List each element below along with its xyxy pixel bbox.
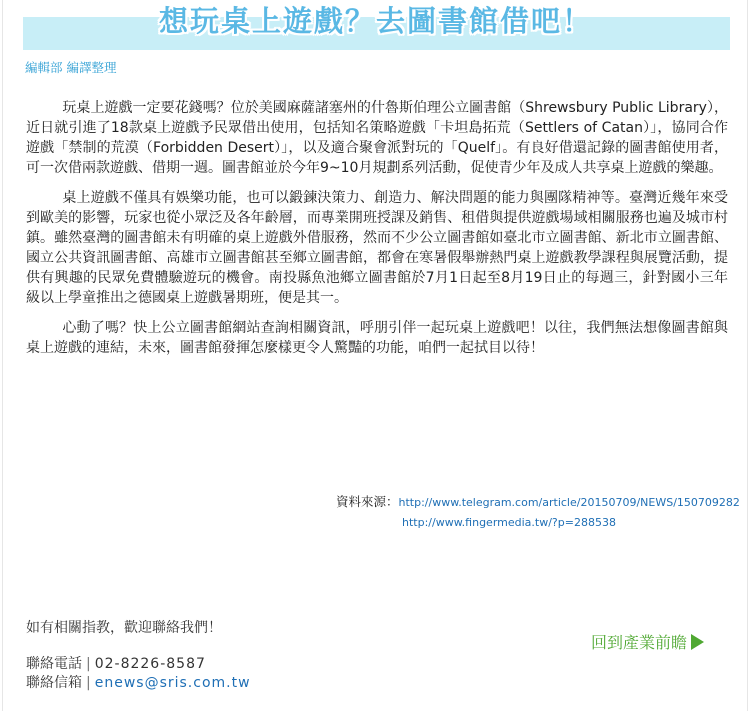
contact-email-row <box>26 674 251 693</box>
article-paragraph-1: 玩桌上遊戲一定要花錢嗎？位於美國麻薩諸塞州的什魯斯伯理公立圖書館（Shrewsbury Public Library），近日就引進了18款桌上遊戲予民眾借出使用，包括知名策略遊戲「卡坦島拓荒（Settlers of Catan）」，協同合作遊戲「禁制的荒漠（Forbidden Desert）」，以及適合聚會派對玩的「Quelf」。有良好借還記錄的圖書館使用者，可一次借兩款遊戲、借期一週。圖書館並於今年9~10月規劃系列活動，促使青少年及成人共享桌上遊戲的樂趣。 <box>26 100 728 176</box>
sources-label: 資料來源： <box>336 494 399 509</box>
source-link-telegram[interactable]: http://www.telegram.com/article/20150709/NEWS/150709282 <box>398 496 740 509</box>
phone-number: 02-8226-8587 <box>94 656 206 672</box>
page-title: 想玩桌上遊戲？去圖書館借吧！ <box>158 4 593 38</box>
phone-label: 聯絡電話 <box>26 656 82 672</box>
email-label: 聯絡信箱 <box>26 675 82 691</box>
separator: | <box>86 656 91 672</box>
separator: | <box>86 675 91 691</box>
email-link[interactable]: enews@sris.com.tw <box>94 675 251 691</box>
contact-phone-row <box>26 655 251 674</box>
source-link-fingermedia[interactable]: http://www.fingermedia.tw/?p=288538 <box>402 516 616 529</box>
article-paragraph-2: 桌上遊戲不僅具有娛樂功能，也可以鍛鍊決策力、創造力、解決問題的能力與團隊精神等。臺灣近幾年來受到歐美的影響，玩家也從小眾泛及各年齡層，而專業開班授課及銷售、租借與提供遊戲場域相關服務也遍及城市村鎮。雖然臺灣的圖書館未有明確的桌上遊戲外借服務，然而不少公立圖書館如臺北市立圖書館、新北市立圖書館、國立公共資訊圖書館、高雄市立圖書館甚至鄉立圖書館，都會在寒暑假舉辦熱門桌上遊戲教學課程與展覽活動，提供有興趣的民眾免費體驗遊玩的機會。南投縣魚池鄉立圖書館於7月1日起至8月19日止的每週三，針對國小三年級以上學童推出之德國桌上遊戲暑期班，便是其一。 <box>26 190 728 306</box>
contact-intro: 如有相關指教，歡迎聯絡我們！ <box>26 620 222 636</box>
article-paragraph-3: 心動了嗎？快上公立圖書館網站查詢相關資訊，呼朋引伴一起玩桌上遊戲吧！以往，我們無法想像圖書館與桌上遊戲的連結，未來，圖書館發揮怎麼樣更令人驚豔的功能，咱們一起拭目以待！ <box>26 320 728 356</box>
back-link-label: 回到產業前瞻 <box>591 633 688 652</box>
contact-block <box>26 655 251 693</box>
back-to-industry-button[interactable] <box>591 630 704 653</box>
newsletter-page <box>2 0 748 711</box>
sources-block <box>336 492 740 532</box>
article-body <box>26 98 728 368</box>
editor-credit: 編輯部 編譯整理 <box>25 60 117 75</box>
play-arrow-icon <box>691 634 704 650</box>
